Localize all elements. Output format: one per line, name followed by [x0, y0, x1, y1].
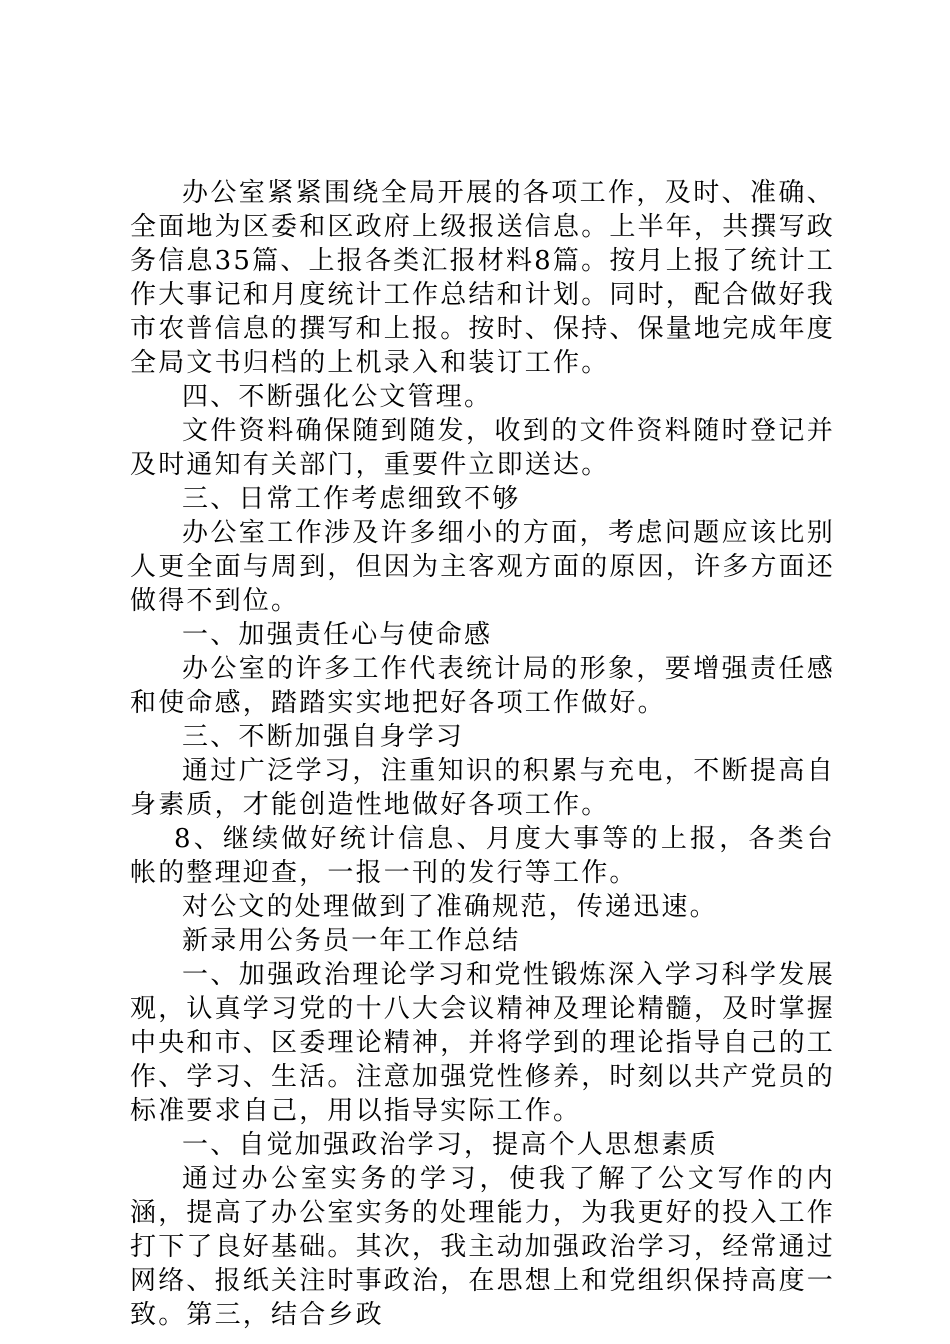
heading-document-management: 四、不断强化公文管理。 — [182, 382, 493, 412]
paragraph-office-practice: 通过办公室实务的学习，使我了解了公文写作的内涵，提高了办公室实务的处理能力，为我更好的投入工作打下了良好基础。其次，我主动加强政治学习，经常通过网络、报纸关注时事政治，在思想上和党组织保持高度一致。第三，结合乡政 — [130, 1164, 836, 1330]
paragraph-daily-work-detail: 办公室工作涉及许多细小的方面，考虑问题应该比别人更全面与周到，但因为主客观方面的原因，许多方面还做得不到位。 — [130, 518, 836, 616]
section-title-civil-servant-summary: 新录用公务员一年工作总结 — [182, 926, 521, 956]
heading-political-study: 一、自觉加强政治学习，提高个人思想素质 — [182, 1130, 718, 1160]
heading-responsibility: 一、加强责任心与使命感 — [182, 620, 493, 650]
paragraph-office-info-reporting: 办公室紧紧围绕全局开展的各项工作，及时、准确、全面地为区委和区政府上级报送信息。上半年，共撰写政务信息35篇、上报各类汇报材料8篇。按月上报了统计工作大事记和月度统计工作总结和计划。同时，配合做好我市农普信息的撰写和上报。按时、保持、保量地完成年度全局文书归档的上机录入和装订工作。 — [130, 178, 836, 378]
heading-self-study: 三、不断加强自身学习 — [182, 722, 465, 752]
paragraph-file-handling: 文件资料确保随到随发，收到的文件资料随时登记并及时通知有关部门，重要件立即送达。 — [130, 416, 835, 480]
paragraph-responsibility: 办公室的许多工作代表统计局的形象，要增强责任感和使命感，踏踏实实地把好各项工作做好。 — [130, 654, 835, 718]
document-body — [130, 176, 835, 1332]
paragraph-item-8: 8、继续做好统计信息、月度大事等的上报，各类台帐的整理迎查，一报一刊的发行等工作。 — [130, 824, 835, 888]
heading-daily-work-shortcoming: 三、日常工作考虑细致不够 — [182, 484, 521, 514]
paragraph-document-processing: 对公文的处理做到了准确规范，传递迅速。 — [182, 892, 718, 922]
paragraph-self-study: 通过广泛学习，注重知识的积累与充电，不断提高自身素质，才能创造性地做好各项工作。 — [130, 756, 835, 820]
paragraph-political-theory: 一、加强政治理论学习和党性锻炼深入学习科学发展观，认真学习党的十八大会议精神及理论精髓，及时掌握中央和市、区委理论精神，并将学到的理论指导自己的工作、学习、生活。注意加强党性修养，时刻以共产党员的标准要求自己，用以指导实际工作。 — [130, 960, 836, 1126]
